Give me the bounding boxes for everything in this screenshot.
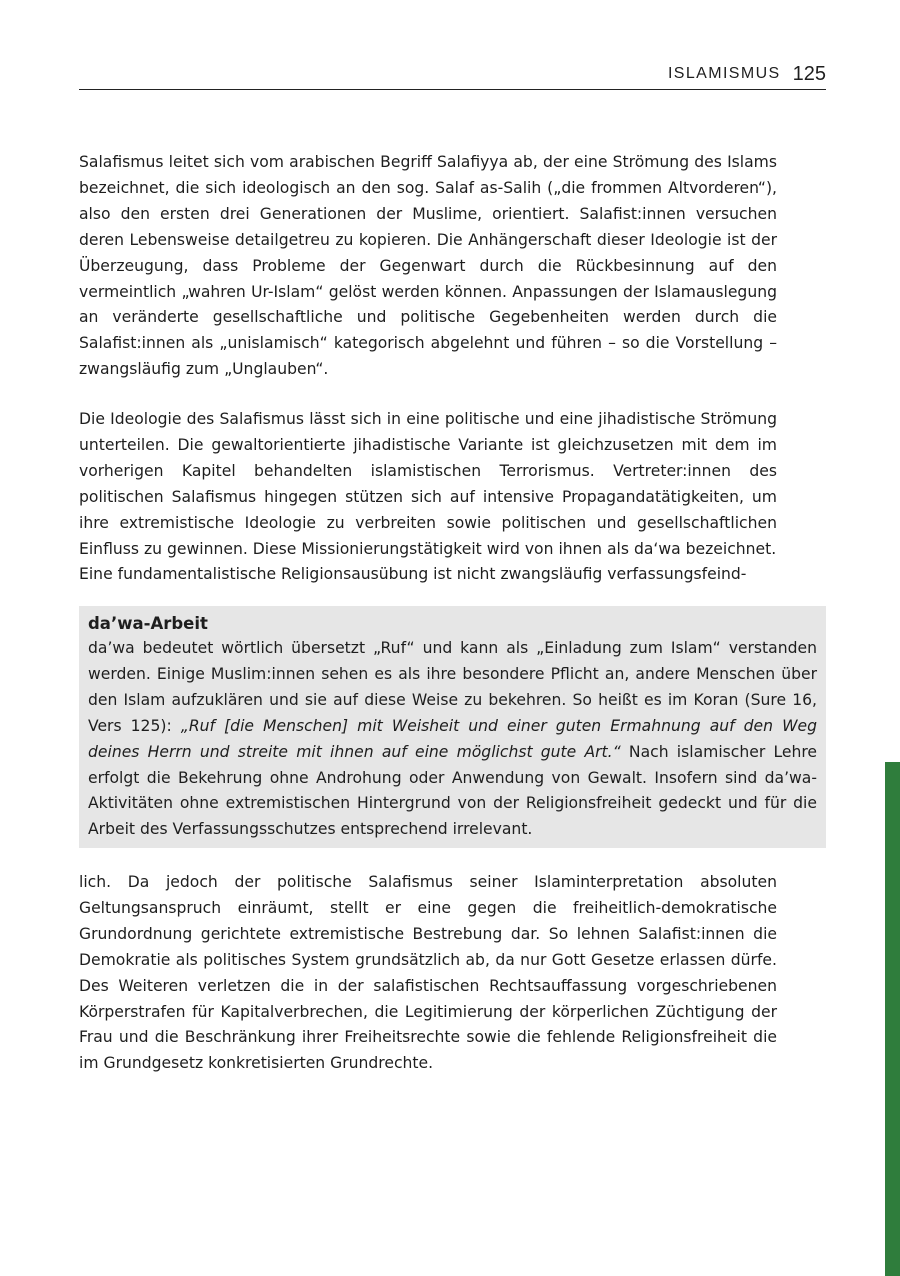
- paragraph-verfassungsfeindlich: lich. Da jedoch der politische Salafismus seiner Islaminterpretation absoluten Geltungsanspruch einräumt, stellt er eine gegen die freiheitlich-demokratische Grundordnung gerichtete extremistische Bestrebung dar. So lehnen Salafist:innen die Demokratie als politisches System grundsätzlich ab, da nur Gott Gesetze erlassen dürfe. Des Weiteren verletzen die in der salafistischen Rechtsauffassung vorgeschriebenen Körperstrafen für Kapitalverbrechen, die Legitimierung der körperlichen Züchtigung der Frau und die Beschränkung ihrer Freiheitsrechte sowie die fehlende Religionsfreiheit die im Grundgesetz konkretisierten Grundrechte.: [79, 873, 777, 1073]
- infobox-text: [88, 636, 817, 843]
- infobox-dawa-arbeit: [79, 606, 826, 848]
- page-number: 125: [792, 63, 826, 85]
- page-header: [79, 58, 826, 90]
- infobox-title: da’wa-Arbeit: [88, 614, 208, 633]
- paragraph-ideologie: [79, 407, 777, 588]
- paragraph-salafismus-definition: Salafismus leitet sich vom arabischen Begriff Salafiyya ab, der eine Strömung des Islams bezeichnet, die sich ideologisch an den sog. Salaf as-Salih („die frommen Altvorderen“), also den ersten drei Generationen der Muslime, orientiert. Salafist:innen versuchen deren Lebensweise detailgetreu zu kopieren. Die Anhängerschaft dieser Ideologie ist der Überzeugung, dass Probleme der Gegenwart durch die Rückbesinnung auf den vermeintlich „wahren Ur-Islam“ gelöst werden können. Anpassungen der Islamauslegung an veränderte gesellschaftliche und politische Gegebenheiten werden durch die Salafist:innen als „unislamisch“ kategorisch abgelehnt und führen – so die Vorstellung – zwangsläufig zum „Unglauben“.: [79, 153, 777, 379]
- paragraph-continuation-start: Eine fundamentalistische Religionsausübung ist nicht zwangsläufig verfassungsfeind-: [79, 565, 747, 584]
- running-head: ISLAMISMUS: [667, 65, 781, 82]
- paragraph-ideologie-text: Die Ideologie des Salafismus lässt sich in eine politische und eine jihadistische Strömung unterteilen. Die gewaltorientierte jihadistische Variante ist gleichzusetzen mit dem im vorherigen Kapitel behandelten islamistischen Terrorismus. Vertreter:innen des politischen Salafismus hingegen stützen sich auf intensive Propagandatätigkeiten, um ihre extremistische Ideologie zu verbreiten sowie politischen und gesellschaftlichen Einfluss zu gewinnen. Diese Missionierungstätigkeit wird von ihnen als da‘wa bezeichnet.: [79, 410, 777, 558]
- koran-quote: „Ruf [die Menschen] mit Weisheit und einer guten Ermahnung auf den Weg deines Herrn und streite mit ihnen auf eine möglichst gute Art.“: [88, 716, 817, 761]
- infobox-text-intro: da’wa bedeutet wörtlich übersetzt „Ruf“ und kann als „Einladung zum Islam“ verstanden werden. Einige Muslim:innen sehen es als ihre besondere Pflicht an, andere Menschen über den Islam aufzuklären und sie auf diese Weise zu bekehren. So heißt es im Koran (Sure 16, Vers 125):: [88, 639, 817, 735]
- chapter-color-bar: [885, 762, 900, 1276]
- infobox-text-conclusion: Nach islamischer Lehre erfolgt die Bekehrung ohne Androhung oder Anwendung von Gewalt. Insofern sind da’wa-Aktivitäten ohne extremistischen Hintergrund von der Religionsfreiheit gedeckt und für die Arbeit des Verfassungsschutzes entsprechend irrelevant.: [88, 742, 817, 839]
